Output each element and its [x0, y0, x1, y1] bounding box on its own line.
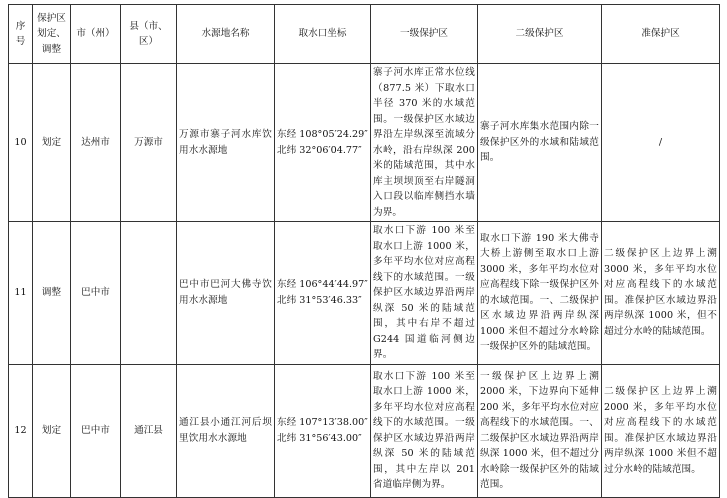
cell-lat: 北纬 31°53′46.33″: [277, 294, 362, 306]
cell-type: 划定: [33, 64, 71, 222]
cell-zone3: 二级保护区上边界上溯 3000 米，多年平均水位对应高程线下的水域范围。准保护区水域边界沿两岸纵深 1000 米，但不超过分水岭的陆域范围。: [602, 222, 720, 365]
cell-seq: 12: [9, 364, 33, 497]
header-type: 保护区划定、调整: [33, 5, 71, 64]
cell-county: 万源市: [121, 64, 177, 222]
cell-city: 巴中市: [71, 364, 121, 497]
cell-city: 巴中市: [71, 222, 121, 365]
cell-name: 巴中市巴河大佛寺饮用水水源地: [177, 222, 275, 365]
cell-zone1: 取水口下游 100 米至取水口上游 1000 米，多年平均水位对应高程线下的水域范围。一级保护区水域边界沿两岸纵深 50 米的陆域范围，其中右岸不超过 G244 国道临河侧边界。: [371, 222, 478, 365]
cell-zone1: 寨子河水库正常水位线（877.5 米）下取水口半径 370 米的水域范围。一级保护区水域边界沿左岸纵深至流域分水岭，沿右岸纵深 200 米的陆域范围，其中水库主坝坝顶至右岸隧洞入口段以临库侧挡水墙为界。: [371, 64, 478, 222]
cell-lon: 东经 108°05′24.29″: [277, 129, 368, 140]
cell-type: 调整: [33, 222, 71, 365]
cell-zone3: 二级保护区上边界上溯 2000 米，多年平均水位对应高程线下的水域范围。准保护区水域边界沿两岸纵深 1000 米但不超过分水岭的陆域范围。: [602, 364, 720, 497]
cell-lon: 东经 106°44′44.97″: [277, 279, 368, 291]
table-row: [9, 222, 720, 365]
header-row: [9, 5, 720, 64]
header-county: 县（市、区）: [121, 5, 177, 64]
cell-zone3: /: [602, 64, 720, 222]
header-city: 市（州）: [71, 5, 121, 64]
cell-lon: 东经 107°13′38.00″: [277, 417, 368, 428]
header-coord: 取水口坐标: [275, 5, 371, 64]
cell-city: 达州市: [71, 64, 121, 222]
cell-coord: [275, 364, 371, 497]
cell-zone1: 取水口下游 100 米至取水口上游 1000 米，多年平均水位对应高程线下的水域范围。一级保护区水域边界沿两岸纵深 50 米的陆域范围，其中左岸以 201 省道临岸侧为界。: [371, 364, 478, 497]
cell-zone2: 寨子河水库集水范围内除一级保护区外的水域和陆域范围。: [478, 64, 602, 222]
cell-seq: 10: [9, 64, 33, 222]
cell-name: 万源市寨子河水库饮用水水源地: [177, 64, 275, 222]
header-zone2: 二级保护区: [478, 5, 602, 64]
table-row: [9, 64, 720, 222]
cell-type: 划定: [33, 364, 71, 497]
cell-seq: 11: [9, 222, 33, 365]
cell-county: 通江县: [121, 364, 177, 497]
header-zone3: 准保护区: [602, 5, 720, 64]
header-name: 水源地名称: [177, 5, 275, 64]
table-row: [9, 364, 720, 497]
cell-coord: [275, 64, 371, 222]
cell-zone2: 取水口下游 190 米大佛寺大桥上游侧至取水口上游 3000 米，多年平均水位对应高程线下除一级保护区外的水域范围。一、二级保护区水域边界沿两岸纵深 1000 米但不超过分水岭除一级保护区外的陆域范围。: [478, 222, 602, 365]
cell-lat: 北纬 32°06′04.77″: [277, 144, 362, 156]
protection-zone-table: [8, 4, 720, 498]
cell-name: 通江县小通江河后坝里饮用水水源地: [177, 364, 275, 497]
cell-lat: 北纬 31°56′43.00″: [277, 432, 362, 444]
header-zone1: 一级保护区: [371, 5, 478, 64]
cell-county: [121, 222, 177, 365]
cell-coord: [275, 222, 371, 365]
header-seq: 序号: [9, 5, 33, 64]
cell-zone2: 一级保护区上边界上溯 2000 米，下边界向下延伸 200 米，多年平均水位对应高程线下的水域范围。一、二级保护区水域边界沿两岸纵深 1000 米，但不超过分水岭除一级保护区外的陆域范围。: [478, 364, 602, 497]
